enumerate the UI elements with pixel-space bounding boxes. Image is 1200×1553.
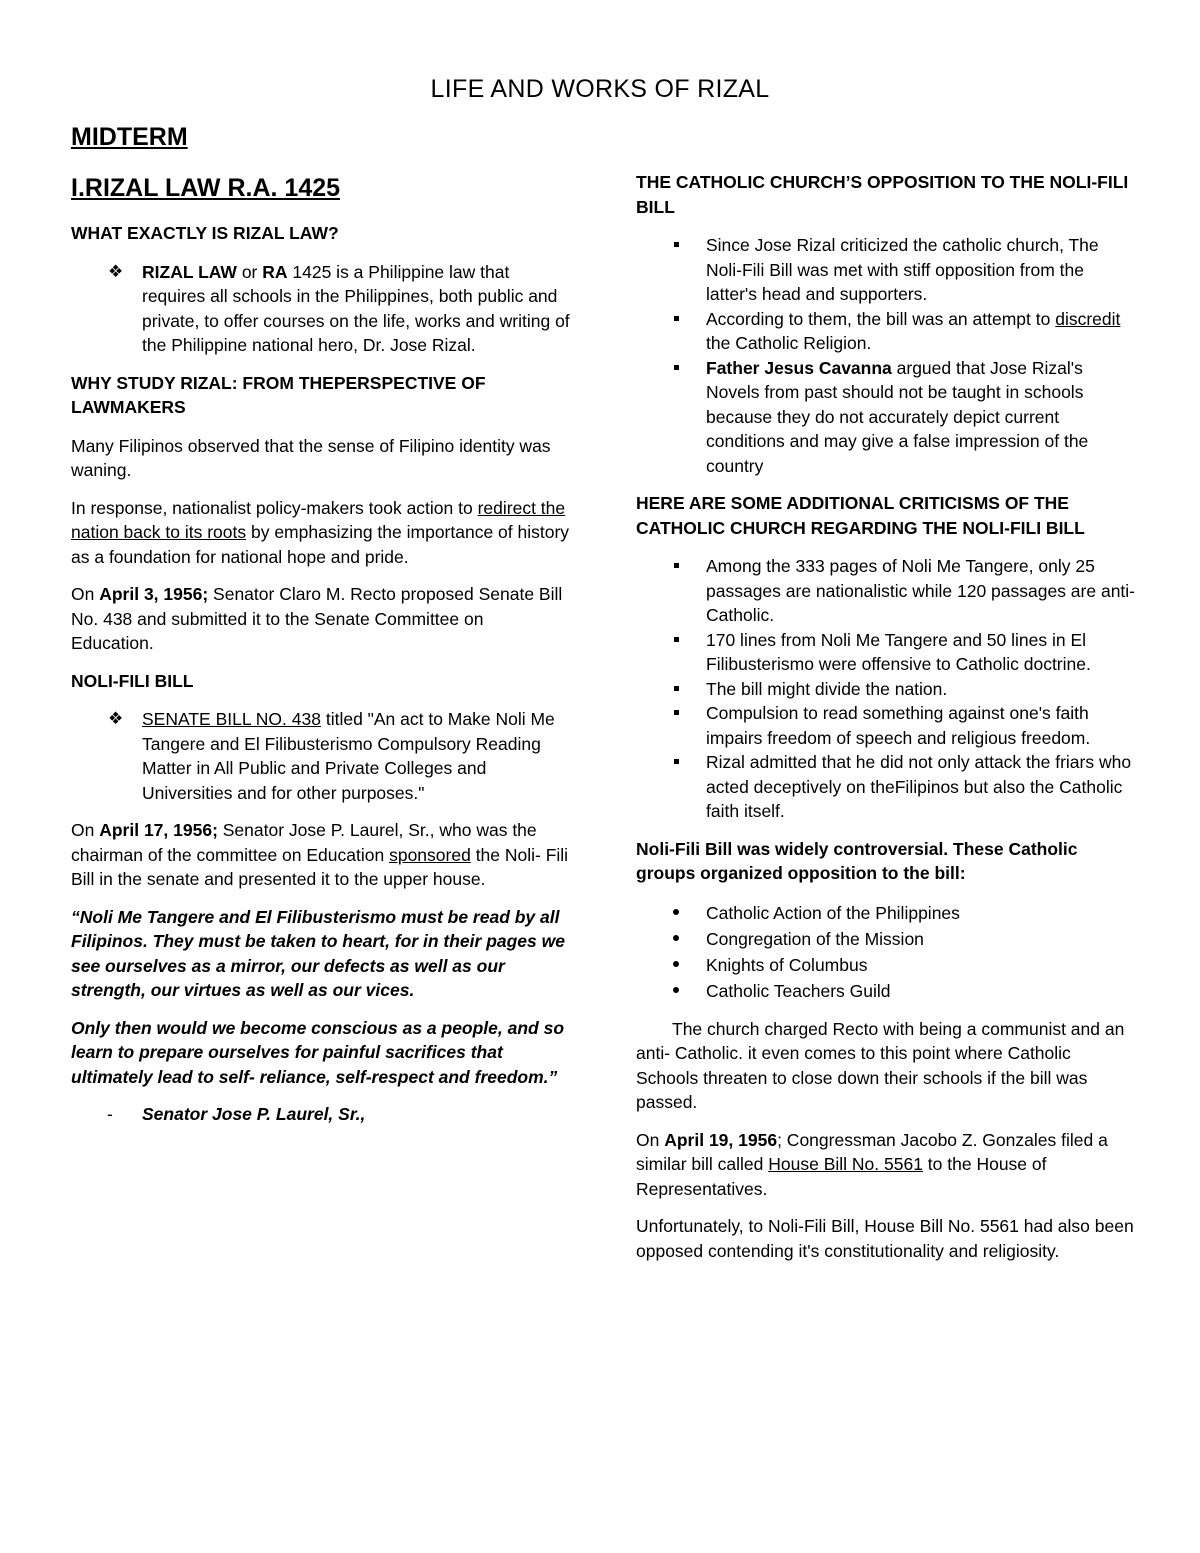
disc-bullet-icon [673,987,679,993]
opposition-list [636,233,1136,478]
list-item: According to them, the bill was an attempt to discredit the Catholic Religion. [636,307,1136,356]
right-column [636,170,1136,1276]
paragraph: On April 3, 1956; Senator Claro M. Recto proposed Senate Bill No. 438 and submitted it to the Senate Committee on Education. [71,584,563,653]
paragraph: On April 19, 1956; Congressman Jacobo Z. Gonzales filed a similar bill called House Bill No. 5561 to the House of Representatives. [636,1129,1108,1199]
list-item: Catholic Teachers Guild [636,978,1136,1004]
subheading-why-study-rizal: WHY STUDY RIZAL: FROM THEPERSPECTIVE OF LAWMAKERS [71,372,486,417]
subheading-additional-criticisms: HERE ARE SOME ADDITIONAL CRITICISMS OF THE CATHOLIC CHURCH REGARDING THE NOLI-FILI BILL [636,493,1085,538]
quote-attribution: - Senator Jose P. Laurel, Sr., [107,1104,366,1124]
midterm-heading: MIDTERM [71,123,188,151]
list-item: Rizal admitted that he did not only attack the friars who acted deceptively on theFilipinos but also the Catholic faith itself. [636,750,1136,824]
list-item: Catholic Action of the Philippines [636,900,1136,926]
paragraph: On April 17, 1956; Senator Jose P. Laurel, Sr., who was the chairman of the committee on Education sponsored the Noli- Fili Bill in the senate and presented it to the upper house. [71,820,569,889]
disc-bullet-icon [673,935,679,941]
criticisms-list [636,554,1136,824]
list-item: Congregation of the Mission [636,926,1136,952]
list-item: Since Jose Rizal criticized the catholic church, The Noli-Fili Bill was met with stiff opposition from the latter's head and supporters. [636,233,1136,307]
disc-bullet-icon [673,909,679,915]
quote: Only then would we become conscious as a people, and so learn to prepare ourselves for painful sacrifices that ultimately lead to self- reliance, self-respect and freedom.” [71,1017,565,1087]
list-item: ❖ SENATE BILL NO. 438 titled "An act to Make Noli Me Tangere and El Filibusterismo Compulsory Reading Matter in All Public and Private Colleges and Universities and for other purposes." [108,709,555,803]
list-item: Compulsion to read something against one's faith impairs freedom of speech and religious freedom. [636,701,1136,750]
square-bullet-icon [674,563,679,568]
left-column [71,172,571,1127]
section-title: I.RIZAL LAW R.A. 1425 [71,174,341,202]
square-bullet-icon [674,365,679,370]
bill-list [71,707,571,805]
document-title: LIFE AND WORKS OF RIZAL [430,75,770,103]
subheading-noli-fili-bill: NOLI-FILI BILL [71,670,194,691]
subheading-what-is-rizal-law: WHAT EXACTLY IS RIZAL LAW? [71,223,339,243]
quote: “Noli Me Tangere and El Filibusterismo must be read by all Filipinos. They must be taken to heart, for in their pages we see ourselves as a mirror, our defects as well as our strength, our virtues as well as our vices. [71,906,565,1000]
disc-bullet-icon [673,961,679,967]
paragraph: Many Filipinos observed that the sense of Filipino identity was waning. [71,435,551,480]
list-item: 170 lines from Noli Me Tangere and 50 lines in El Filibusterismo were offensive to Catholic doctrine. [636,628,1136,677]
square-bullet-icon [674,710,679,715]
subheading-church-opposition: THE CATHOLIC CHURCH’S OPPOSITION TO THE NOLI-FILI BILL [636,172,1129,217]
list-item: Knights of Columbus [636,952,1136,978]
square-bullet-icon [674,637,679,642]
square-bullet-icon [674,316,679,321]
list-item: The bill might divide the nation. [636,677,1136,702]
paragraph: Unfortunately, to Noli-Fili Bill, House Bill No. 5561 had also been opposed contending it's constitutionality and religiosity. [636,1216,1134,1261]
square-bullet-icon [674,759,679,764]
diamond-bullet-icon: ❖ [108,709,124,728]
diamond-bullet-icon: ❖ [108,261,124,281]
list-item: Among the 333 pages of Noli Me Tangere, only 25 passages are nationalistic while 120 passages are anti-Catholic. [636,554,1136,628]
list-item: ❖ RIZAL LAW or RA 1425 is a Philippine law that requires all schools in the Philippines, both public and private, to offer courses on the life, works and writing of the Philippine national hero, Dr. Jose Rizal. [108,261,570,355]
groups-list [636,900,1136,1004]
subheading-controversy: Noli-Fili Bill was widely controversial. These Catholic groups organized opposition to the bill: [636,838,1078,883]
definition-list [71,260,571,358]
paragraph: The church charged Recto with being a communist and an anti- Catholic. it even comes to this point where Catholic Schools threaten to close down their schools if the bill was passed. [636,1018,1125,1112]
paragraph: In response, nationalist policy-makers took action to redirect the nation back to its roots by emphasizing the importance of history as a foundation for national hope and pride. [71,497,570,567]
square-bullet-icon [674,242,679,247]
list-item: Father Jesus Cavanna argued that Jose Rizal's Novels from past should not be taught in schools because they do not accurately depict current conditions and may give a false impression of the country [636,356,1136,479]
square-bullet-icon [674,686,679,691]
